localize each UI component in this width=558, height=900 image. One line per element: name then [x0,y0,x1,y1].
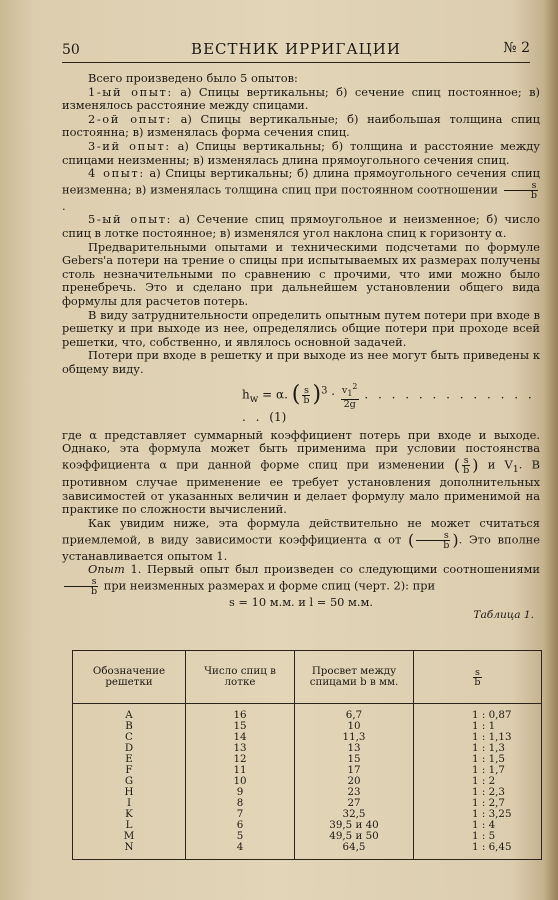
cell-gap: 17 [295,765,414,776]
paragraph-losses: Потери при входе в решетку и при выходе из нее могут быть приведены к общему виду. [62,348,540,376]
cell-gap: 10 [295,721,414,732]
cell-ratio: 1 : 2 [414,776,542,787]
paragraph-experiment-4: 4 опыт: а) Спицы вертикальны; б) длина прямоугольного сечения спиц неизменна; в) изменялась толщина спиц при постоянном соотношении $\frac{s}{b}$ . [62,166,540,213]
article-body [62,72,540,623]
table-header-row [73,651,542,704]
dimensions-line: s = 10 м.м. и l = 50 м.м. [228,594,374,609]
paragraph-dependence: Как увидим ниже, эта формула действительно не может считаться приемлемой, в виду зависимости коэффициента α от ( $\frac{s}{b}$ ). Это вполне устанавливается опытом 1. [62,515,541,563]
cell-designation: G [73,776,186,787]
cell-designation: K [73,809,186,820]
cell-designation: B [73,721,186,732]
cell-spoke-count: 12 [186,754,295,765]
cell-spoke-count: 14 [186,732,295,743]
cell-designation: A [73,704,186,722]
journal-title: ВЕСТНИК ИРРИГАЦИИ [191,40,401,58]
cell-designation: I [73,798,186,809]
cell-gap: 15 [295,754,414,765]
cell-designation: C [73,732,186,743]
page-header [62,38,530,63]
cell-designation: D [73,743,186,754]
cell-designation: F [73,765,186,776]
paragraph-experiment-2: 2-ой опыт: а) Спицы вертикальные; б) наибольшая толщина спиц постоянна; в) изменялась форма сечения спиц. [62,111,540,140]
cell-ratio: 1 : 1,7 [414,765,542,776]
cell-ratio: 1 : 4 [414,820,542,831]
cell-designation: L [73,820,186,831]
cell-spoke-count: 13 [186,743,295,754]
cell-ratio: 1 : 0,87 [414,704,542,722]
page-edge-shadow [544,0,558,900]
header-spoke-count: Число спиц в лотке [186,651,295,704]
header-gap: Просвет между спицами b в мм. [295,651,414,704]
cell-ratio: 1 : 2,3 [414,787,542,798]
table-caption: Таблица 1. [473,609,534,622]
formula-tag: (1) [269,409,287,424]
paragraph-intro: Всего произведено было 5 опытов: [88,71,298,85]
table-row [73,842,542,860]
cell-gap: 13 [295,743,414,754]
cell-gap: 64,5 [295,842,414,860]
cell-gap: 27 [295,798,414,809]
cell-spoke-count: 16 [186,704,295,722]
cell-gap: 23 [295,787,414,798]
cell-spoke-count: 7 [186,809,295,820]
cell-ratio: 1 : 2,7 [414,798,542,809]
cell-designation: N [73,842,186,860]
cell-gap: 11,3 [295,732,414,743]
cell-spoke-count: 4 [186,842,295,860]
paragraph-experiment-5: 5-ый опыт: а) Сечение спиц прямоугольное и неизменное; б) число спиц в лотке постоянное; в) изменялся угол наклона спиц к горизонту α. [62,212,540,240]
cell-spoke-count: 5 [186,831,295,842]
cell-gap: 39,5 и 40 [295,820,414,831]
cell-spoke-count: 8 [186,798,295,809]
paragraph-coefficient: где α представляет суммарный коэффициент потерь при входе и выходе. Однако, эта формула может быть применима при условии постоянства коэффициента α при данной форме спиц при изменении ( $\frac{s}{b}$ ) и $V_1$. В противном случае применение ее требует установления дополнительных зависимостей от указанных величин и делает формулу мало применимой на практике по сложности вычислений. [62,427,540,517]
paragraph-experiment-1: 1-ый опыт: а) Спицы вертикальны; б) сечение спиц постоянное; в) изменялось расстояние между спицами. [62,84,540,113]
cell-designation: E [73,754,186,765]
table-row [73,704,542,722]
cell-spoke-count: 15 [186,721,295,732]
cell-ratio: 1 : 5 [414,831,542,842]
cell-spoke-count: 9 [186,787,295,798]
paragraph-difficulty: В виду затруднительности определить опытным путем потери при входе в решетку и при выходе из нее, определялись общие потери при проходе всей решетки, что, собственно, и являлось основной задачей. [62,307,540,349]
cell-ratio: 1 : 1,13 [414,732,542,743]
cell-ratio: 1 : 1 [414,721,542,732]
formula-1: $h_w = \alpha$. ( $\frac{s}{b}$ )$^3$ · $\frac{v_1^2}{2g}$ . . . . . . . . . . . . . . . (1) [242,382,535,424]
cell-gap: 49,5 и 50 [295,831,414,842]
cell-designation: M [73,831,186,842]
cell-spoke-count: 6 [186,820,295,831]
cell-gap: 6,7 [295,704,414,722]
cell-ratio: 1 : 6,45 [414,842,542,860]
cell-spoke-count: 10 [186,776,295,787]
cell-spoke-count: 11 [186,765,295,776]
cell-ratio: 1 : 1,5 [414,754,542,765]
cell-gap: 32,5 [295,809,414,820]
data-table [72,650,542,860]
header-designation: Обозначение решетки [73,651,186,704]
cell-designation: H [73,787,186,798]
fraction-s-b: $\frac{s}{b}$ [504,181,538,200]
cell-ratio: 1 : 1,3 [414,743,542,754]
cell-gap: 20 [295,776,414,787]
cell-ratio: 1 : 3,25 [414,809,542,820]
paragraph-experiment-one: Опыт 1. Первый опыт был произведен со следующими соотношениями $\frac{s}{b}$ при неизменных размерах и форме спиц (черт. 2): при [62,563,540,596]
header-ratio: $\frac{s}{b}$ [414,651,542,704]
paragraph-gebers: Предварительными опытами и техническими подсчетами по формуле Gebers'а потери на трение о спицы при испытываемых их размерах получены столь незначительными по сравнению с прочими, что ими можно было пренебречь. Это и сделано при дальнейшем установлении общего вида формулы для расчетов потерь. [62,239,540,308]
page-number: 50 [62,42,80,58]
issue-number: № 2 [503,40,530,56]
paragraph-experiment-3: 3-ий опыт: а) Спицы вертикальны; б) толщина и расстояние между спицами неизменны; в) изменялась длина прямоугольного сечения спиц. [62,138,540,167]
